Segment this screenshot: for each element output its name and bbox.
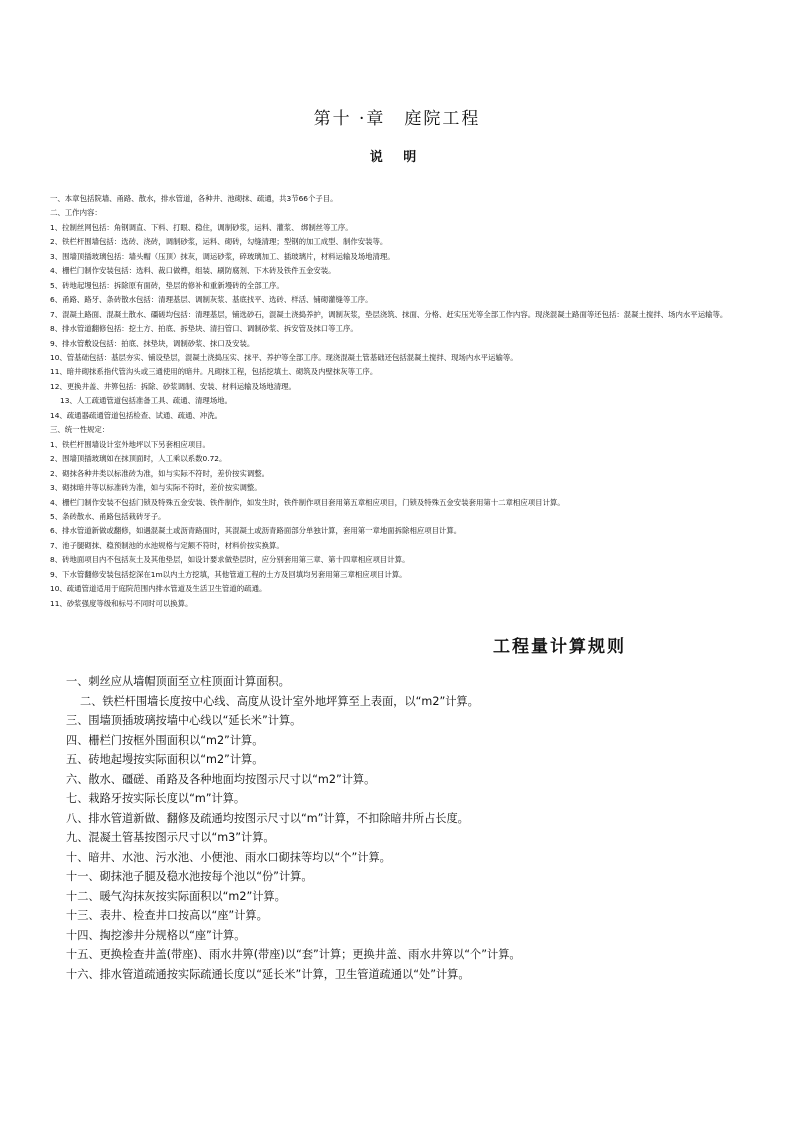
note-line: 6、甬路、路牙、条砖散水包括：清理基层、调制灰浆、基底找平、选砖、样活、铺砌灌缝等工序。 <box>50 295 373 305</box>
note-line: 6、排水管道新做或翻修，如遇混凝土或沥青路面时，其混凝土或沥青路面部分单独计算，套用第一章地面拆除相应项目计算。 <box>50 526 462 536</box>
rules-section <box>66 672 766 984</box>
note-line: 7、混凝土路面、混凝土散水、礓磋均包括：清理基层，铺选砂石，混凝土浇捣养护，调制灰浆，垫层浇筑、抹面、分格、赶实压光等全部工作内容。现浇混凝土路面等还包括：混凝土搅拌、场内水平运输等。 <box>50 309 728 319</box>
note-line: 5、条砖散水、甬路包括栽砖牙子。 <box>50 511 166 521</box>
rule-line: 八、排水管道新做、翻修及疏通均按图示尺寸以“m”计算，不扣除暗井所占长度。 <box>66 811 469 825</box>
rule-line: 一、刺丝应从墙帽顶面至立柱顶面计算面积。 <box>66 675 290 688</box>
rule-line: 十三、表井、检查井口按高以“座”计算。 <box>66 909 268 922</box>
rule-line: 七、栽路牙按实际长度以“m”计算。 <box>66 792 246 805</box>
rule-line: 四、栅栏门按框外围面积以“m2”计算。 <box>66 733 264 747</box>
rule-line: 十六、排水管道疏通按实际疏通长度以“延长米”计算，卫生管道疏通以“处”计算。 <box>66 967 470 981</box>
note-line: 12、更换井盖、井箅包括：拆除、砂浆调制、安装、材料运输及场地清理。 <box>50 381 296 391</box>
section-title: 说 明 <box>369 150 425 165</box>
rule-line: 十二、暖气沟抹灰按实际面积以“m2”计算。 <box>66 889 286 903</box>
note-line: 4、栅栏门制作安装包括：选料、裁口做榫，组装、刷防腐剂、下木砖及铁件五金安装。 <box>50 266 336 276</box>
note-line: 8、砖地面项目内不包括灰土及其他垫层，如设计要求做垫层时，应分别套用第三章、第十四章相应项目计算。 <box>50 555 410 565</box>
rule-line: 十五、更换检查井盖(带座)、雨水井箅(带座)以“套”计算；更换井盖、雨水井箅以“个”计算。 <box>66 948 521 961</box>
note-line: 8、排水管道翻修包括：挖土方、拍底、拆垫块、清扫管口、调制砂浆、拆安管及抹口等工序。 <box>50 324 358 334</box>
notes-section <box>50 192 770 611</box>
chapter-title: 第十 ·章 庭院工程 <box>313 109 481 129</box>
note-line: 1、拉制丝网包括：角钢调直、下料、打眼、稳住，调制砂浆，运料、灌浆、 绑制丝等工序。 <box>50 222 353 232</box>
note-line: 10、管基础包括：基层夯实、铺设垫层，混凝土浇捣压实、抹平、养护等全部工序。现浇混凝土管基础还包括混凝土搅拌、现场内水平运输等。 <box>50 352 518 362</box>
note-line: 3、围墙顶插玻璃包括：墙头帽（压顶）抹灰，调运砂浆，碎玻璃加工、插玻璃片，材料运输及场地清理。 <box>50 251 395 261</box>
note-line: 2、围墙顶插玻璃如在抹顶面时，人工乘以系数0.72。 <box>50 454 227 464</box>
note-line: 三、统一性规定： <box>50 425 110 435</box>
note-line: 13、人工疏通管道包括准备工具、疏通、清理场地。 <box>60 396 233 406</box>
note-line: 9、排水管敷设包括：拍底、抹垫块，调制砂浆、抹口及安装。 <box>50 338 255 348</box>
rule-line: 十一、砌抹池子腿及稳水池按每个池以“份”计算。 <box>66 870 313 883</box>
rule-line: 九、混凝土管基按图示尺寸以“m3”计算。 <box>66 831 275 844</box>
note-line: 3、砌抹暗井等以标准砖为准，如与实际不符时，差价按实调整。 <box>50 483 262 493</box>
note-line: 2、砌抹各种井类以标准砖为准，如与实际不符时，差价按实调整。 <box>50 468 270 478</box>
note-line: 14、疏通器疏通管道包括检查、试通、疏通、冲洗。 <box>50 410 223 420</box>
note-line: 1、铁栏杆围墙设计室外地坪以下另套相应项目。 <box>50 439 210 449</box>
note-line: 7、池子腿砌抹、稳预制池的水池规格与定额不符时，材料价按实换算。 <box>50 540 284 550</box>
note-line: 9、下水管翻修安装包括挖深在1m以内土方挖填，其他管道工程的土方及回填均另套用第三章相应项目计算。 <box>50 569 407 579</box>
rule-line: 三、围墙顶插玻璃按墙中心线以“延长米”计算。 <box>66 714 302 727</box>
note-line: 10、疏通管道适用于庭院范围内排水管道及生活卫生管道的疏通。 <box>50 584 267 594</box>
rule-line: 十、暗井、水池、污水池、小便池、雨水口砌抹等均以“个”计算。 <box>66 850 391 864</box>
note-line: 11、暗井砌抹系指代管沟头或三通使用的暗井。凡砌抹工程，包括挖填土、砌筑及内壁抹灰等工序。 <box>50 367 378 377</box>
rule-line: 十四、掏挖渗井分规格以“座”计算。 <box>66 928 246 942</box>
note-line: 11、砂浆强度等级和标号不同时可以换算。 <box>50 598 193 608</box>
note-line: 5、砖地起墁包括：拆除原有面砖，垫层的修补和重新墁砖的全部工序。 <box>50 280 284 290</box>
note-line: 二、工作内容： <box>50 208 102 218</box>
rule-line: 五、砖地起墁按实际面积以“m2”计算。 <box>66 753 264 766</box>
rule-line: 六、散水、礓磋、甬路及各种地面均按图示尺寸以“m2”计算。 <box>66 772 376 786</box>
rules-title: 工程量计算规则 <box>493 637 626 657</box>
rule-line: 二、铁栏杆围墙长度按中心线、高度从设计室外地坪算至上表面，以“m2”计算。 <box>80 694 479 708</box>
note-line: 2、铁栏杆围墙包括：选砖、浇砖，调制砂浆，运料、砌砖，勾缝清理；型钢的加工成型、制作安装等。 <box>50 237 388 247</box>
note-line: 4、栅栏门制作安装不包括门锁及特殊五金安装、铁件制作，如发生时，铁件制作项目套用第五章相应项目，门锁及特殊五金安装套用第十二章相应项目计算。 <box>50 497 565 507</box>
note-line: 一、本章包括院墙、甬路、散水，排水管道，各种井、池砌抹、疏通，共3节66个子目。 <box>50 194 338 203</box>
